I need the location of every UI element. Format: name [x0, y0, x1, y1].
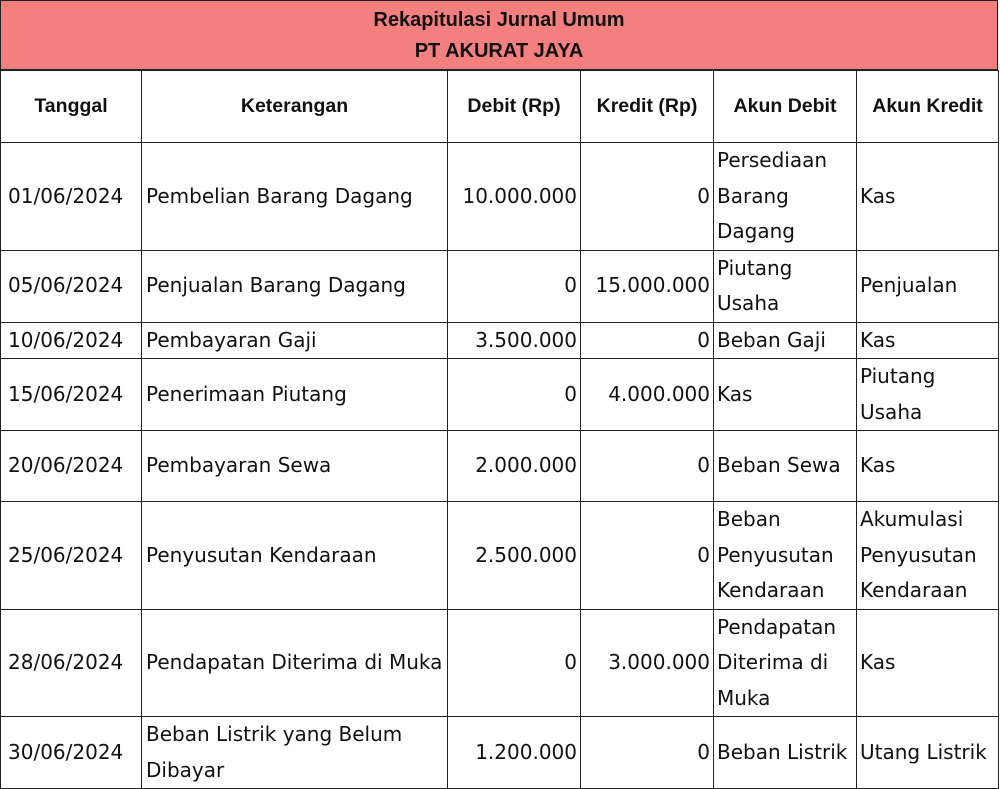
cell-kredit: 4.000.000 — [581, 359, 714, 431]
cell-debit: 1.200.000 — [448, 717, 581, 789]
cell-keterangan: Pembelian Barang Dagang — [142, 143, 448, 251]
table-row — [1, 250, 999, 322]
table-row — [1, 717, 999, 789]
cell-akun-kredit: Piutang Usaha — [857, 359, 999, 431]
cell-akun-kredit: Kas — [857, 143, 999, 251]
journal-table — [0, 70, 999, 789]
cell-tanggal: 20/06/2024 — [1, 431, 142, 502]
cell-kredit: 3.000.000 — [581, 609, 714, 717]
cell-akun-kredit: Penjualan — [857, 250, 999, 322]
col-header-debit: Debit (Rp) — [448, 71, 581, 143]
header-row — [1, 71, 999, 143]
table-row — [1, 322, 999, 359]
cell-tanggal: 05/06/2024 — [1, 250, 142, 322]
cell-keterangan: Pembayaran Sewa — [142, 431, 448, 502]
cell-tanggal: 25/06/2024 — [1, 502, 142, 610]
cell-debit: 10.000.000 — [448, 143, 581, 251]
table-row — [1, 502, 999, 610]
cell-akun-debit: Beban Sewa — [714, 431, 857, 502]
cell-tanggal: 10/06/2024 — [1, 322, 142, 359]
cell-kredit: 0 — [581, 717, 714, 789]
cell-keterangan: Pembayaran Gaji — [142, 322, 448, 359]
cell-akun-kredit: Kas — [857, 322, 999, 359]
cell-akun-debit: Persediaan Barang Dagang — [714, 143, 857, 251]
cell-akun-kredit: Utang Listrik — [857, 717, 999, 789]
cell-akun-kredit: Akumulasi Penyusutan Kendaraan — [857, 502, 999, 610]
cell-tanggal: 30/06/2024 — [1, 717, 142, 789]
cell-tanggal: 28/06/2024 — [1, 609, 142, 717]
cell-kredit: 0 — [581, 322, 714, 359]
cell-debit: 2.500.000 — [448, 502, 581, 610]
table-row — [1, 359, 999, 431]
cell-akun-kredit: Kas — [857, 431, 999, 502]
table-row — [1, 609, 999, 717]
cell-tanggal: 01/06/2024 — [1, 143, 142, 251]
cell-tanggal: 15/06/2024 — [1, 359, 142, 431]
table-row — [1, 143, 999, 251]
col-header-tanggal: Tanggal — [1, 71, 142, 143]
cell-keterangan: Beban Listrik yang Belum Dibayar — [142, 717, 448, 789]
table-row — [1, 431, 999, 502]
col-header-kredit: Kredit (Rp) — [581, 71, 714, 143]
cell-debit: 3.500.000 — [448, 322, 581, 359]
cell-kredit: 15.000.000 — [581, 250, 714, 322]
cell-keterangan: Pendapatan Diterima di Muka — [142, 609, 448, 717]
report-title: Rekapitulasi Jurnal Umum — [373, 9, 625, 31]
cell-akun-debit: Beban Listrik — [714, 717, 857, 789]
col-header-akun-kredit: Akun Kredit — [857, 71, 999, 143]
cell-keterangan: Penjualan Barang Dagang — [142, 250, 448, 322]
cell-debit: 2.000.000 — [448, 431, 581, 502]
cell-akun-debit: Pendapatan Diterima di Muka — [714, 609, 857, 717]
title-bar — [0, 0, 998, 70]
cell-keterangan: Penerimaan Piutang — [142, 359, 448, 431]
cell-kredit: 0 — [581, 502, 714, 610]
cell-debit: 0 — [448, 359, 581, 431]
cell-akun-debit: Beban Gaji — [714, 322, 857, 359]
company-name: PT AKURAT JAYA — [414, 40, 584, 62]
cell-debit: 0 — [448, 609, 581, 717]
cell-akun-debit: Beban Penyusutan Kendaraan — [714, 502, 857, 610]
col-header-akun-debit: Akun Debit — [714, 71, 857, 143]
cell-akun-kredit: Kas — [857, 609, 999, 717]
cell-debit: 0 — [448, 250, 581, 322]
col-header-keterangan: Keterangan — [142, 71, 448, 143]
cell-keterangan: Penyusutan Kendaraan — [142, 502, 448, 610]
cell-akun-debit: Piutang Usaha — [714, 250, 857, 322]
cell-kredit: 0 — [581, 431, 714, 502]
cell-akun-debit: Kas — [714, 359, 857, 431]
cell-kredit: 0 — [581, 143, 714, 251]
